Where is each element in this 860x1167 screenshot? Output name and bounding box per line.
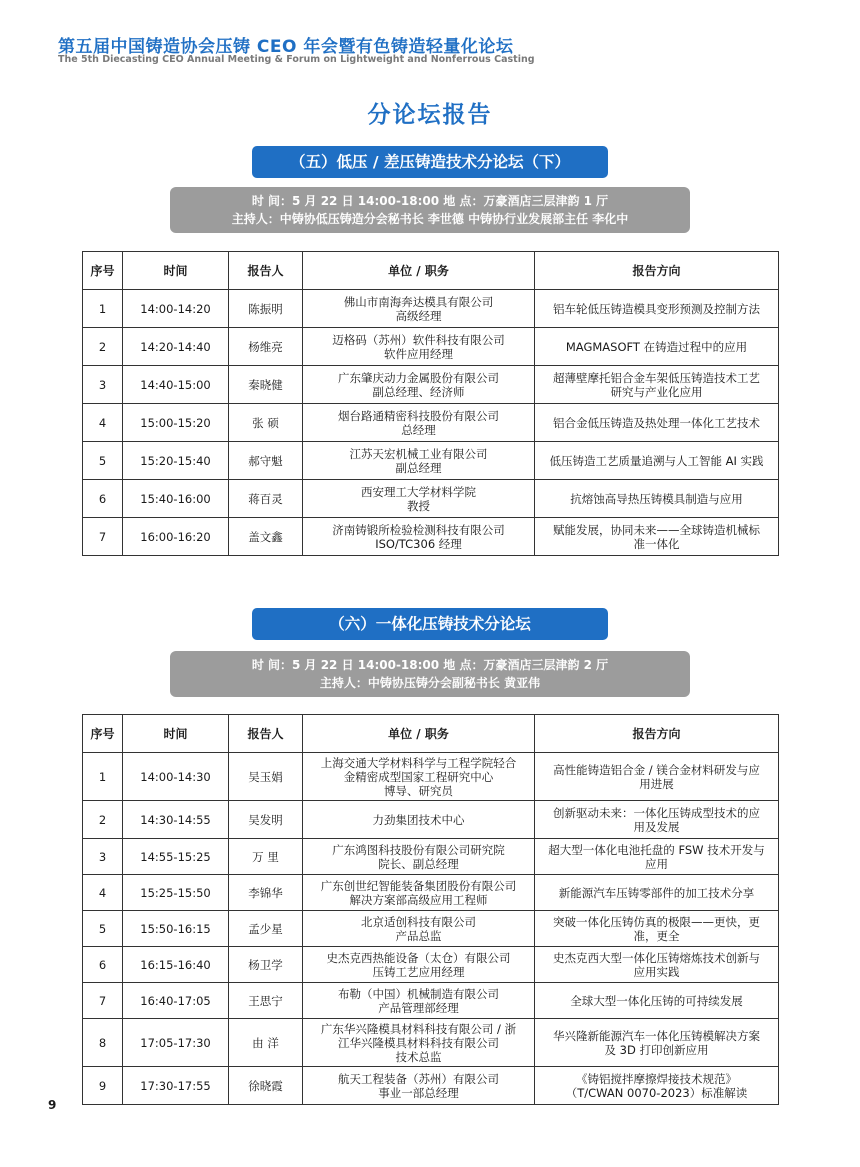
cell-time: 15:20-15:40 bbox=[123, 442, 229, 480]
forum5-table bbox=[82, 251, 779, 556]
cell-no: 7 bbox=[83, 518, 123, 556]
forum5-info bbox=[170, 187, 690, 233]
cell-speaker: 杨维亮 bbox=[229, 328, 303, 366]
forum5-table-body bbox=[83, 290, 779, 556]
forum6-table-header bbox=[83, 715, 779, 753]
cell-topic: 超薄壁摩托铝合金车架低压铸造技术工艺 研究与产业化应用 bbox=[535, 366, 779, 404]
table-row bbox=[83, 839, 779, 875]
page-number: 9 bbox=[48, 1098, 57, 1112]
cell-no: 1 bbox=[83, 290, 123, 328]
cell-speaker: 张 硕 bbox=[229, 404, 303, 442]
cell-topic: 创新驱动未来：一体化压铸成型技术的应 用及发展 bbox=[535, 801, 779, 839]
col-org: 单位 / 职务 bbox=[303, 715, 535, 753]
cell-org: 北京适创科技有限公司 产品总监 bbox=[303, 911, 535, 947]
table-row bbox=[83, 1019, 779, 1067]
cell-time: 14:30-14:55 bbox=[123, 801, 229, 839]
forum5-title: （五）低压 / 差压铸造技术分论坛（下） bbox=[252, 146, 608, 178]
forum5-table-header bbox=[83, 252, 779, 290]
forum6-table bbox=[82, 714, 779, 1105]
cell-no: 3 bbox=[83, 366, 123, 404]
cell-time: 15:40-16:00 bbox=[123, 480, 229, 518]
cell-org: 济南铸锻所检验检测科技有限公司 ISO/TC306 经理 bbox=[303, 518, 535, 556]
cell-speaker: 万 里 bbox=[229, 839, 303, 875]
cell-speaker: 郝守魁 bbox=[229, 442, 303, 480]
cell-org: 烟台路通精密科技股份有限公司 总经理 bbox=[303, 404, 535, 442]
col-time: 时间 bbox=[123, 252, 229, 290]
cell-topic: 低压铸造工艺质量追溯与人工智能 AI 实践 bbox=[535, 442, 779, 480]
cell-time: 14:20-14:40 bbox=[123, 328, 229, 366]
cell-speaker: 陈振明 bbox=[229, 290, 303, 328]
cell-org: 广东华兴隆模具材料科技有限公司 / 浙 江华兴隆模具材料科技有限公司 技术总监 bbox=[303, 1019, 535, 1067]
table-row bbox=[83, 480, 779, 518]
cell-speaker: 吴玉娟 bbox=[229, 753, 303, 801]
cell-org: 迈格码（苏州）软件科技有限公司 软件应用经理 bbox=[303, 328, 535, 366]
cell-org: 广东肇庆动力金属股份有限公司 副总经理、经济师 bbox=[303, 366, 535, 404]
cell-no: 5 bbox=[83, 911, 123, 947]
table-row bbox=[83, 753, 779, 801]
cell-no: 3 bbox=[83, 839, 123, 875]
cell-topic: 铝车轮低压铸造模具变形预测及控制方法 bbox=[535, 290, 779, 328]
cell-no: 4 bbox=[83, 404, 123, 442]
table-header-row bbox=[83, 715, 779, 753]
table-row bbox=[83, 911, 779, 947]
cell-speaker: 蒋百灵 bbox=[229, 480, 303, 518]
cell-speaker: 吴发明 bbox=[229, 801, 303, 839]
cell-org: 西安理工大学材料学院 教授 bbox=[303, 480, 535, 518]
cell-time: 14:40-15:00 bbox=[123, 366, 229, 404]
table-row bbox=[83, 366, 779, 404]
col-org: 单位 / 职务 bbox=[303, 252, 535, 290]
forum6-info-line1: 时 间：5 月 22 日 14:00-18:00 地 点：万豪酒店三层津韵 2 厅 bbox=[251, 658, 609, 672]
forum5-info-line1: 时 间：5 月 22 日 14:00-18:00 地 点：万豪酒店三层津韵 1 厅 bbox=[251, 194, 609, 208]
table-row bbox=[83, 290, 779, 328]
cell-no: 6 bbox=[83, 480, 123, 518]
table-row bbox=[83, 875, 779, 911]
cell-topic: 《铸铝搅拌摩擦焊接技术规范》 （T/CWAN 0070-2023）标准解读 bbox=[535, 1067, 779, 1105]
col-topic: 报告方向 bbox=[535, 252, 779, 290]
cell-topic: 铝合金低压铸造及热处理一体化工艺技术 bbox=[535, 404, 779, 442]
cell-time: 17:05-17:30 bbox=[123, 1019, 229, 1067]
cell-time: 17:30-17:55 bbox=[123, 1067, 229, 1105]
cell-speaker: 秦晓健 bbox=[229, 366, 303, 404]
cell-no: 6 bbox=[83, 947, 123, 983]
col-no: 序号 bbox=[83, 252, 123, 290]
cell-no: 2 bbox=[83, 801, 123, 839]
col-no: 序号 bbox=[83, 715, 123, 753]
table-row bbox=[83, 518, 779, 556]
cell-time: 14:55-15:25 bbox=[123, 839, 229, 875]
page-title: 分论坛报告 bbox=[367, 102, 493, 128]
cell-org: 史杰克西热能设备（太仓）有限公司 压铸工艺应用经理 bbox=[303, 947, 535, 983]
cell-time: 14:00-14:20 bbox=[123, 290, 229, 328]
cell-no: 8 bbox=[83, 1019, 123, 1067]
table-row bbox=[83, 404, 779, 442]
cell-topic: 华兴隆新能源汽车一体化压铸模解决方案 及 3D 打印创新应用 bbox=[535, 1019, 779, 1067]
cell-topic: 全球大型一体化压铸的可持续发展 bbox=[535, 983, 779, 1019]
col-time: 时间 bbox=[123, 715, 229, 753]
cell-no: 1 bbox=[83, 753, 123, 801]
cell-topic: 突破一体化压铸仿真的极限——更快，更 准，更全 bbox=[535, 911, 779, 947]
cell-speaker: 徐晓霞 bbox=[229, 1067, 303, 1105]
cell-time: 16:40-17:05 bbox=[123, 983, 229, 1019]
forum6-info-line2: 主持人：中铸协压铸分会副秘书长 黄亚伟 bbox=[319, 676, 541, 690]
cell-org: 广东创世纪智能装备集团股份有限公司 解决方案部高级应用工程师 bbox=[303, 875, 535, 911]
cell-no: 5 bbox=[83, 442, 123, 480]
cell-no: 2 bbox=[83, 328, 123, 366]
cell-speaker: 盖文鑫 bbox=[229, 518, 303, 556]
cell-topic: 抗熔蚀高导热压铸模具制造与应用 bbox=[535, 480, 779, 518]
cell-org: 广东鸿图科技股份有限公司研究院 院长、副总经理 bbox=[303, 839, 535, 875]
cell-org: 上海交通大学材料科学与工程学院轻合 金精密成型国家工程研究中心 博导、研究员 bbox=[303, 753, 535, 801]
cell-no: 9 bbox=[83, 1067, 123, 1105]
table-header-row bbox=[83, 252, 779, 290]
cell-org: 航天工程装备（苏州）有限公司 事业一部总经理 bbox=[303, 1067, 535, 1105]
cell-topic: 高性能铸造铝合金 / 镁合金材料研发与应 用进展 bbox=[535, 753, 779, 801]
cell-no: 4 bbox=[83, 875, 123, 911]
cell-speaker: 杨卫学 bbox=[229, 947, 303, 983]
table-row bbox=[83, 801, 779, 839]
cell-no: 7 bbox=[83, 983, 123, 1019]
table-row bbox=[83, 1067, 779, 1105]
cell-speaker: 李锦华 bbox=[229, 875, 303, 911]
cell-speaker: 由 洋 bbox=[229, 1019, 303, 1067]
cell-org: 布勒（中国）机械制造有限公司 产品管理部经理 bbox=[303, 983, 535, 1019]
cell-time: 16:00-16:20 bbox=[123, 518, 229, 556]
forum5-info-line2: 主持人：中铸协低压铸造分会秘书长 李世德 中铸协行业发展部主任 李化中 bbox=[231, 212, 629, 226]
cell-time: 14:00-14:30 bbox=[123, 753, 229, 801]
header-title-en: The 5th Diecasting CEO Annual Meeting & Forum on Lightweight and Nonferrous Casting bbox=[58, 54, 535, 65]
cell-speaker: 孟少星 bbox=[229, 911, 303, 947]
table-row bbox=[83, 442, 779, 480]
table-row bbox=[83, 328, 779, 366]
cell-org: 江苏天宏机械工业有限公司 副总经理 bbox=[303, 442, 535, 480]
forum6-table-body bbox=[83, 753, 779, 1105]
col-speaker: 报告人 bbox=[229, 715, 303, 753]
cell-topic: 新能源汽车压铸零部件的加工技术分享 bbox=[535, 875, 779, 911]
table-row bbox=[83, 983, 779, 1019]
header-title-cn: 第五届中国铸造协会压铸 CEO 年会暨有色铸造轻量化论坛 bbox=[58, 37, 514, 57]
cell-time: 16:15-16:40 bbox=[123, 947, 229, 983]
forum6-info bbox=[170, 651, 690, 697]
cell-topic: 赋能发展，协同未来——全球铸造机械标 准一体化 bbox=[535, 518, 779, 556]
cell-org: 力劲集团技术中心 bbox=[303, 801, 535, 839]
col-speaker: 报告人 bbox=[229, 252, 303, 290]
cell-speaker: 王思宁 bbox=[229, 983, 303, 1019]
cell-org: 佛山市南海奔达模具有限公司 高级经理 bbox=[303, 290, 535, 328]
cell-topic: 超大型一体化电池托盘的 FSW 技术开发与 应用 bbox=[535, 839, 779, 875]
forum6-title: （六）一体化压铸技术分论坛 bbox=[252, 608, 608, 640]
cell-time: 15:00-15:20 bbox=[123, 404, 229, 442]
cell-topic: MAGMASOFT 在铸造过程中的应用 bbox=[535, 328, 779, 366]
col-topic: 报告方向 bbox=[535, 715, 779, 753]
cell-time: 15:25-15:50 bbox=[123, 875, 229, 911]
table-row bbox=[83, 947, 779, 983]
cell-topic: 史杰克西大型一体化压铸熔炼技术创新与 应用实践 bbox=[535, 947, 779, 983]
cell-time: 15:50-16:15 bbox=[123, 911, 229, 947]
